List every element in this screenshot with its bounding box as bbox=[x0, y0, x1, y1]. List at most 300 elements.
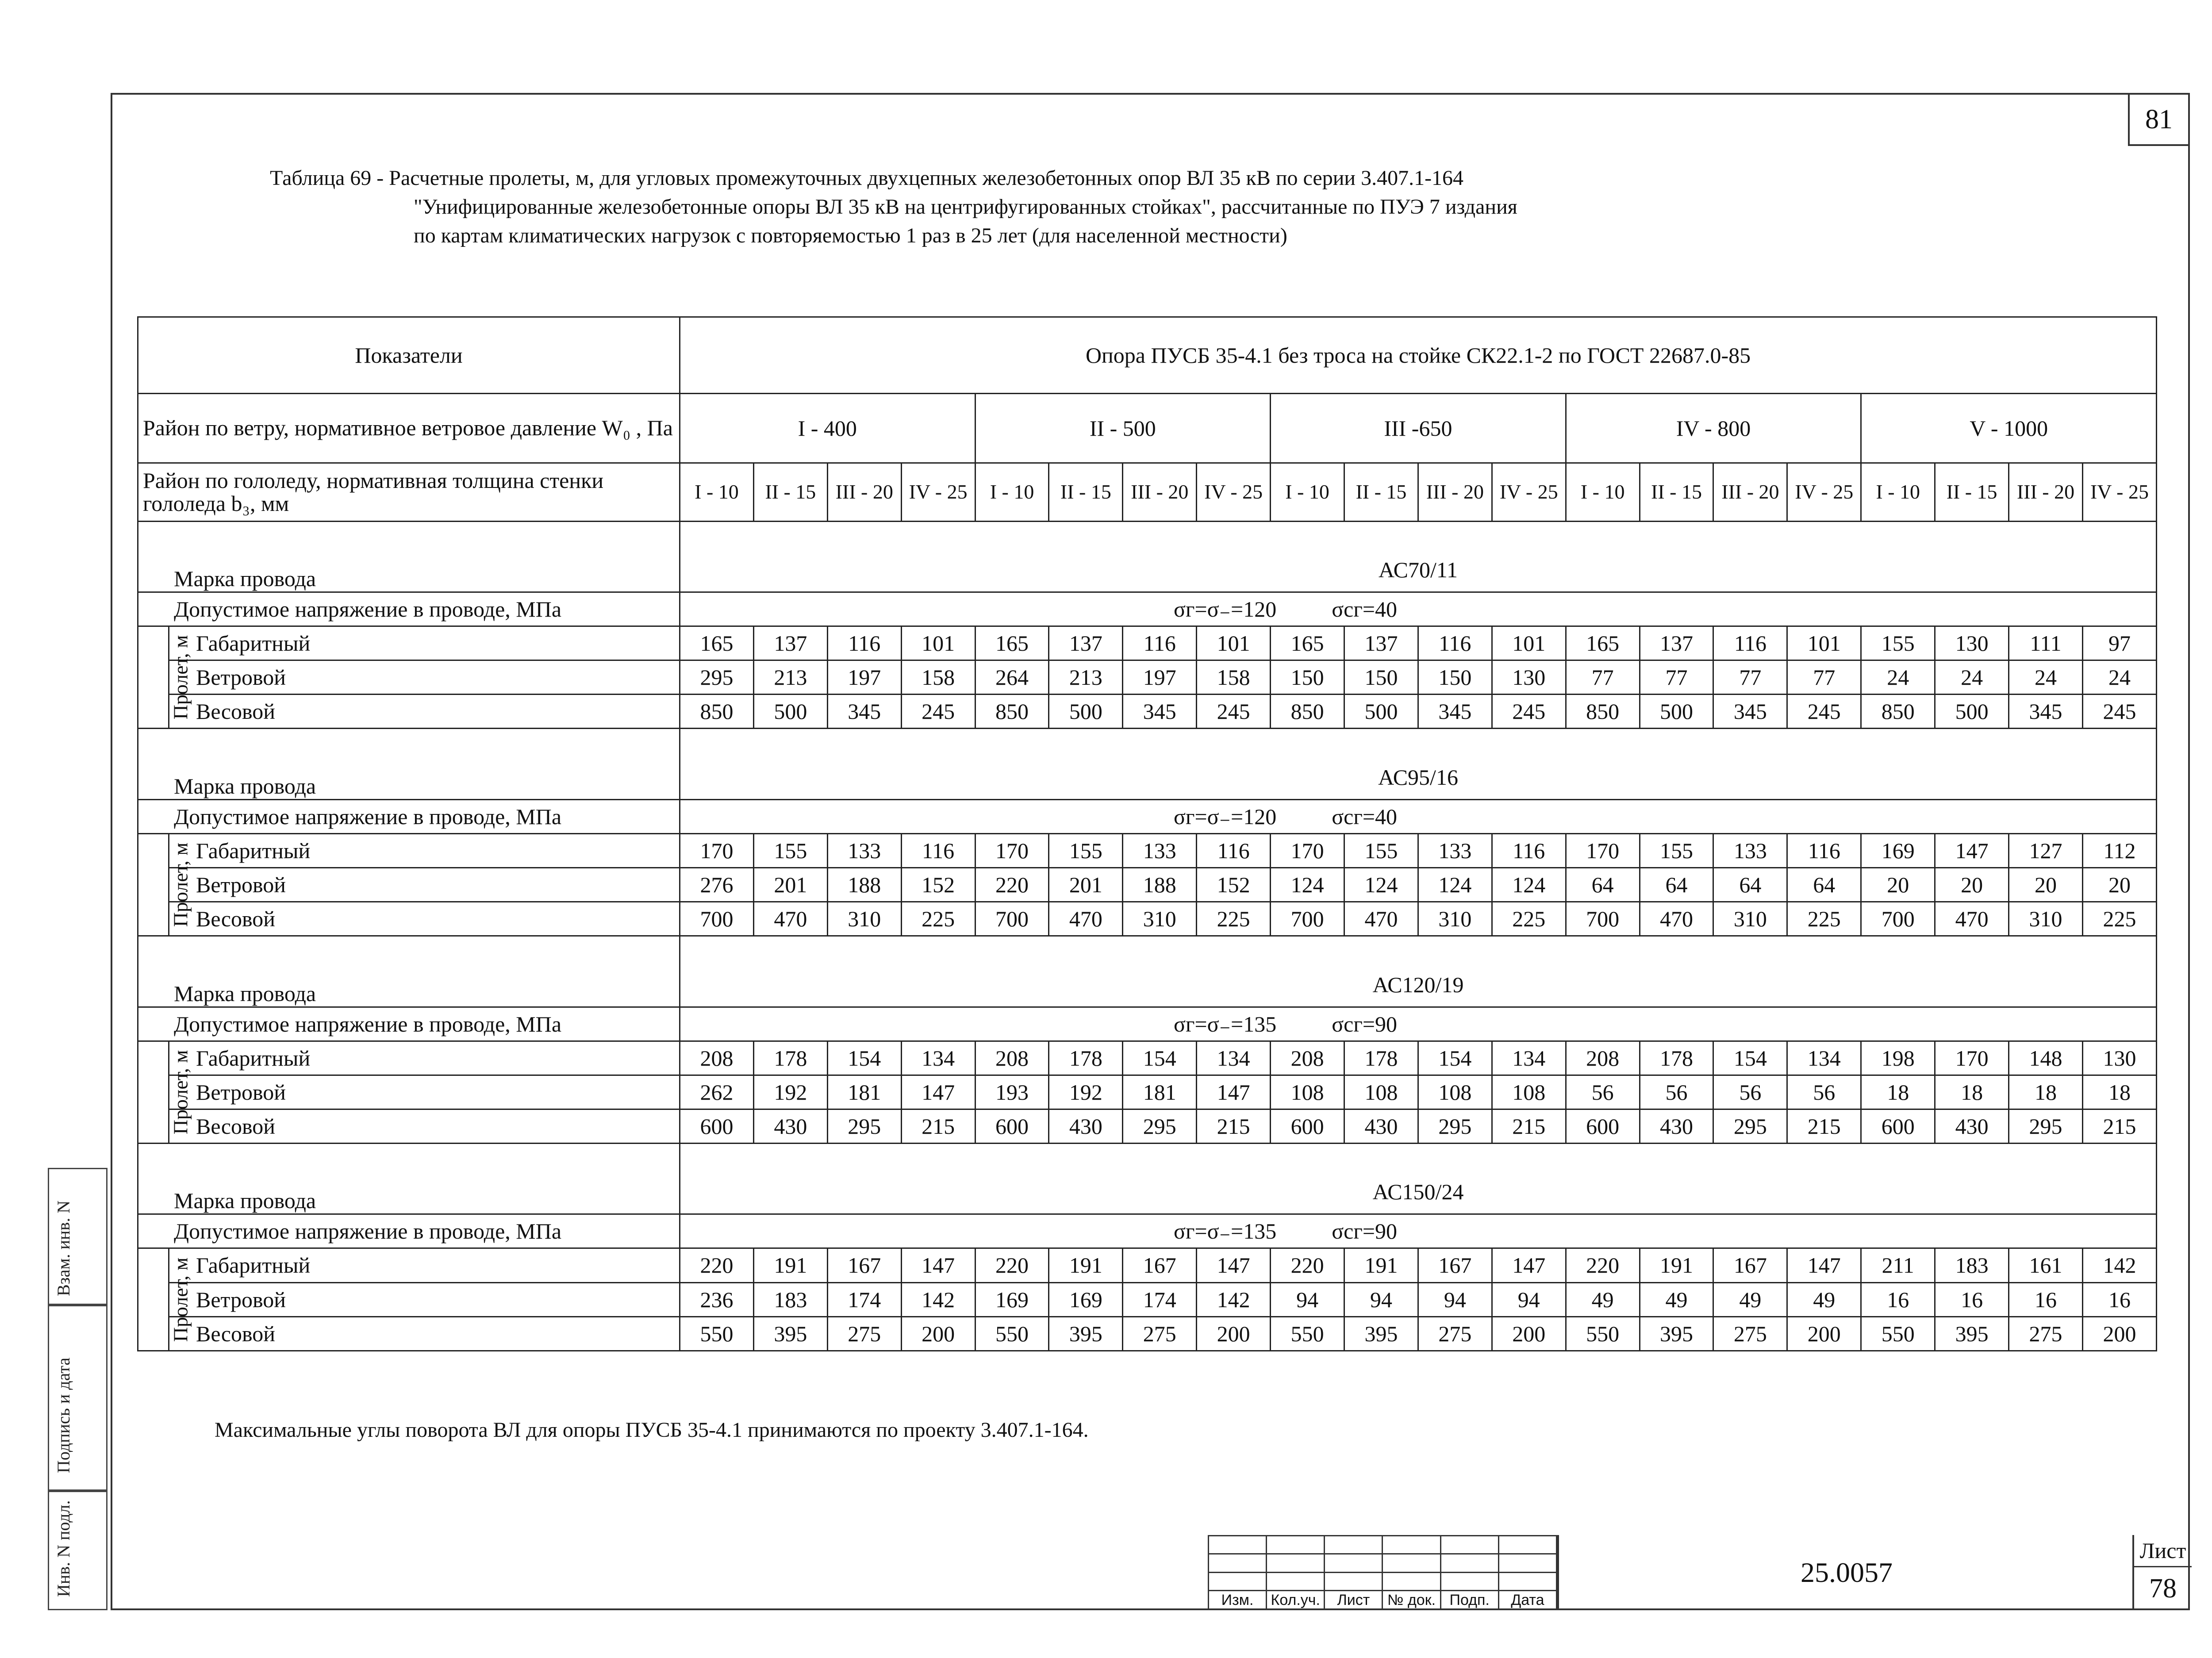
span-value-cell: 430 bbox=[1640, 1109, 1713, 1143]
span-value-cell: 198 bbox=[1861, 1041, 1935, 1075]
span-value-cell: 345 bbox=[827, 695, 901, 729]
stress-value: σг=σ₋=120 σсг=40 bbox=[680, 799, 2157, 833]
span-value-cell: 18 bbox=[1861, 1075, 1935, 1109]
span-value-cell: 130 bbox=[1492, 660, 1566, 695]
span-value-cell: 191 bbox=[1344, 1248, 1418, 1282]
span-value-cell: 345 bbox=[1418, 695, 1492, 729]
span-value-cell: 215 bbox=[1197, 1109, 1271, 1143]
sheet-label: Лист bbox=[2134, 1535, 2192, 1567]
span-value-cell: 345 bbox=[1713, 695, 1787, 729]
span-value-cell: 225 bbox=[1197, 902, 1271, 936]
ice-region-cell: III - 20 bbox=[827, 463, 901, 521]
span-value-cell: 850 bbox=[1861, 695, 1935, 729]
span-value-cell: 116 bbox=[1197, 833, 1271, 867]
span-value-cell: 64 bbox=[1787, 868, 1861, 902]
span-value-cell: 470 bbox=[1640, 902, 1713, 936]
span-value-cell: 154 bbox=[1123, 1041, 1197, 1075]
span-value-cell: 24 bbox=[1935, 660, 2009, 695]
span-value-cell: 550 bbox=[1271, 1316, 1344, 1351]
span-value-cell: 94 bbox=[1344, 1282, 1418, 1316]
span-value-cell: 600 bbox=[1566, 1109, 1640, 1143]
span-value-cell: 178 bbox=[1640, 1041, 1713, 1075]
span-value-cell: 600 bbox=[1271, 1109, 1344, 1143]
span-value-cell: 395 bbox=[1640, 1316, 1713, 1351]
span-value-cell: 213 bbox=[753, 660, 827, 695]
span-value-cell: 200 bbox=[1787, 1316, 1861, 1351]
span-value-cell: 147 bbox=[1492, 1248, 1566, 1282]
span-value-cell: 133 bbox=[1713, 833, 1787, 867]
span-value-cell: 850 bbox=[1271, 695, 1344, 729]
span-value-cell: 345 bbox=[1123, 695, 1197, 729]
span-value-cell: 310 bbox=[2009, 902, 2083, 936]
span-value-cell: 124 bbox=[1492, 868, 1566, 902]
span-value-cell: 77 bbox=[1787, 660, 1861, 695]
span-value-cell: 600 bbox=[975, 1109, 1049, 1143]
span-value-cell: 550 bbox=[680, 1316, 754, 1351]
ice-region-cell: II - 15 bbox=[1344, 463, 1418, 521]
span-value-cell: 215 bbox=[1787, 1109, 1861, 1143]
span-row bbox=[138, 1109, 2157, 1143]
span-value-cell: 215 bbox=[901, 1109, 975, 1143]
page-number: 81 bbox=[2128, 93, 2190, 146]
span-value-cell: 161 bbox=[2009, 1248, 2083, 1282]
span-value-cell: 215 bbox=[2082, 1109, 2156, 1143]
span-value-cell: 550 bbox=[1566, 1316, 1640, 1351]
span-value-cell: 174 bbox=[1123, 1282, 1197, 1316]
span-value-cell: 208 bbox=[1271, 1041, 1344, 1075]
span-row bbox=[138, 868, 2157, 902]
span-value-cell: 275 bbox=[1418, 1316, 1492, 1351]
table-title-line-2: "Унифицированные железобетонные опоры ВЛ 35 кВ на центрифугированных стойках", рассчитанные по ПУЭ 7 издания bbox=[414, 195, 1517, 219]
span-value-cell: 152 bbox=[1197, 868, 1271, 902]
span-row bbox=[138, 626, 2157, 660]
span-value-cell: 170 bbox=[975, 833, 1049, 867]
span-type-label: Весовой bbox=[169, 695, 680, 729]
span-value-cell: 154 bbox=[827, 1041, 901, 1075]
span-value-cell: 20 bbox=[1935, 868, 2009, 902]
stress-row bbox=[138, 799, 2157, 833]
header-indicators: Показатели bbox=[138, 317, 680, 394]
span-value-cell: 20 bbox=[2082, 868, 2156, 902]
ice-region-cell: III - 20 bbox=[1418, 463, 1492, 521]
span-value-cell: 167 bbox=[1123, 1248, 1197, 1282]
span-value-cell: 134 bbox=[1197, 1041, 1271, 1075]
span-row bbox=[138, 902, 2157, 936]
span-value-cell: 700 bbox=[1861, 902, 1935, 936]
span-value-cell: 275 bbox=[2009, 1316, 2083, 1351]
span-value-cell: 600 bbox=[1861, 1109, 1935, 1143]
span-value-cell: 310 bbox=[827, 902, 901, 936]
side-stamp-signature-label: Подпись и дата bbox=[54, 1357, 73, 1473]
span-value-cell: 165 bbox=[975, 626, 1049, 660]
span-value-cell: 178 bbox=[1049, 1041, 1123, 1075]
side-stamp-replace-label: Взам. инв. N bbox=[54, 1200, 73, 1296]
span-value-cell: 208 bbox=[1566, 1041, 1640, 1075]
span-value-cell: 116 bbox=[1713, 626, 1787, 660]
span-value-cell: 116 bbox=[1123, 626, 1197, 660]
span-value-cell: 155 bbox=[1640, 833, 1713, 867]
span-value-cell: 147 bbox=[1787, 1248, 1861, 1282]
span-value-cell: 170 bbox=[680, 833, 754, 867]
span-value-cell: 16 bbox=[1935, 1282, 2009, 1316]
table-title-line-1: Таблица 69 - Расчетные пролеты, м, для угловых промежуточных двухцепных железобетонных опор ВЛ 35 кВ по серии 3.407.1-164 bbox=[270, 166, 1464, 190]
span-value-cell: 111 bbox=[2009, 626, 2083, 660]
stress-row bbox=[138, 592, 2157, 626]
span-value-cell: 158 bbox=[901, 660, 975, 695]
span-value-cell: 169 bbox=[975, 1282, 1049, 1316]
span-value-cell: 150 bbox=[1418, 660, 1492, 695]
span-value-cell: 20 bbox=[1861, 868, 1935, 902]
span-value-cell: 430 bbox=[1344, 1109, 1418, 1143]
stamp-header-doc: № док. bbox=[1382, 1591, 1440, 1610]
wire-mark-row bbox=[138, 936, 2157, 1007]
span-value-cell: 165 bbox=[1271, 626, 1344, 660]
ice-region-cell: IV - 25 bbox=[901, 463, 975, 521]
span-type-label: Ветровой bbox=[169, 868, 680, 902]
span-value-cell: 134 bbox=[1492, 1041, 1566, 1075]
span-group-text: Пролет, м bbox=[169, 1257, 192, 1342]
span-value-cell: 470 bbox=[753, 902, 827, 936]
stamp-header-sign: Подп. bbox=[1440, 1591, 1498, 1610]
wire-mark-value: АС95/16 bbox=[680, 729, 2157, 799]
span-value-cell: 197 bbox=[827, 660, 901, 695]
span-value-cell: 134 bbox=[1787, 1041, 1861, 1075]
span-row bbox=[138, 833, 2157, 867]
span-value-cell: 101 bbox=[1197, 626, 1271, 660]
span-value-cell: 64 bbox=[1566, 868, 1640, 902]
ice-region-cell: II - 15 bbox=[1935, 463, 2009, 521]
span-table bbox=[137, 316, 2157, 1351]
span-type-label: Ветровой bbox=[169, 1282, 680, 1316]
span-value-cell: 77 bbox=[1566, 660, 1640, 695]
ice-region-cell: I - 10 bbox=[680, 463, 754, 521]
span-value-cell: 550 bbox=[975, 1316, 1049, 1351]
span-value-cell: 56 bbox=[1787, 1075, 1861, 1109]
wire-mark-value: АС120/19 bbox=[680, 936, 2157, 1007]
span-value-cell: 245 bbox=[1492, 695, 1566, 729]
span-value-cell: 169 bbox=[1861, 833, 1935, 867]
span-value-cell: 220 bbox=[975, 868, 1049, 902]
span-value-cell: 137 bbox=[1344, 626, 1418, 660]
stamp-header-change: Изм. bbox=[1209, 1591, 1267, 1610]
span-value-cell: 470 bbox=[1344, 902, 1418, 936]
span-type-label: Весовой bbox=[169, 1109, 680, 1143]
span-value-cell: 142 bbox=[1197, 1282, 1271, 1316]
span-value-cell: 500 bbox=[1935, 695, 2009, 729]
span-value-cell: 77 bbox=[1713, 660, 1787, 695]
span-value-cell: 192 bbox=[1049, 1075, 1123, 1109]
span-value-cell: 430 bbox=[753, 1109, 827, 1143]
span-value-cell: 181 bbox=[827, 1075, 901, 1109]
ice-region-cell: I - 10 bbox=[975, 463, 1049, 521]
span-type-label: Весовой bbox=[169, 1316, 680, 1351]
span-value-cell: 470 bbox=[1049, 902, 1123, 936]
span-value-cell: 550 bbox=[1861, 1316, 1935, 1351]
span-value-cell: 310 bbox=[1418, 902, 1492, 936]
sheet-number: 78 bbox=[2149, 1574, 2177, 1604]
wire-mark-row bbox=[138, 1143, 2157, 1214]
span-value-cell: 700 bbox=[680, 902, 754, 936]
span-value-cell: 147 bbox=[1197, 1248, 1271, 1282]
ice-region-cell: I - 10 bbox=[1861, 463, 1935, 521]
span-value-cell: 245 bbox=[901, 695, 975, 729]
ice-region-row bbox=[138, 463, 2157, 521]
span-value-cell: 137 bbox=[1049, 626, 1123, 660]
span-row bbox=[138, 695, 2157, 729]
stress-label: Допустимое напряжение в проводе, МПа bbox=[138, 592, 680, 626]
span-type-label: Весовой bbox=[169, 902, 680, 936]
span-value-cell: 200 bbox=[901, 1316, 975, 1351]
wire-mark-value: АС70/11 bbox=[680, 521, 2157, 592]
span-value-cell: 94 bbox=[1492, 1282, 1566, 1316]
span-value-cell: 500 bbox=[1344, 695, 1418, 729]
stress-row bbox=[138, 1007, 2157, 1041]
span-value-cell: 116 bbox=[901, 833, 975, 867]
span-value-cell: 211 bbox=[1861, 1248, 1935, 1282]
span-value-cell: 192 bbox=[753, 1075, 827, 1109]
span-value-cell: 18 bbox=[2082, 1075, 2156, 1109]
span-value-cell: 116 bbox=[1787, 833, 1861, 867]
span-group-label bbox=[138, 1041, 192, 1143]
span-value-cell: 193 bbox=[975, 1075, 1049, 1109]
span-value-cell: 94 bbox=[1418, 1282, 1492, 1316]
span-value-cell: 850 bbox=[680, 695, 754, 729]
span-value-cell: 197 bbox=[1123, 660, 1197, 695]
span-value-cell: 154 bbox=[1713, 1041, 1787, 1075]
ice-region-label: Район по гололеду, нормативная толщина стенки гололеда b₃, мм bbox=[138, 463, 680, 521]
wire-mark-label: Марка провода bbox=[138, 729, 680, 799]
span-value-cell: 181 bbox=[1123, 1075, 1197, 1109]
span-value-cell: 16 bbox=[2009, 1282, 2083, 1316]
span-value-cell: 18 bbox=[2009, 1075, 2083, 1109]
wind-region-4: IV - 800 bbox=[1566, 393, 1861, 463]
span-value-cell: 295 bbox=[1713, 1109, 1787, 1143]
wire-mark-row bbox=[138, 729, 2157, 799]
span-value-cell: 170 bbox=[1271, 833, 1344, 867]
wire-mark-label: Марка провода bbox=[138, 521, 680, 592]
span-value-cell: 148 bbox=[2009, 1041, 2083, 1075]
span-value-cell: 49 bbox=[1640, 1282, 1713, 1316]
span-value-cell: 430 bbox=[1049, 1109, 1123, 1143]
stress-value: σг=σ₋=120 σсг=40 bbox=[680, 592, 2157, 626]
span-row bbox=[138, 1041, 2157, 1075]
span-value-cell: 191 bbox=[753, 1248, 827, 1282]
span-value-cell: 295 bbox=[680, 660, 754, 695]
span-value-cell: 169 bbox=[1049, 1282, 1123, 1316]
stress-label: Допустимое напряжение в проводе, МПа bbox=[138, 799, 680, 833]
span-value-cell: 167 bbox=[1713, 1248, 1787, 1282]
span-value-cell: 183 bbox=[1935, 1248, 2009, 1282]
span-value-cell: 200 bbox=[1492, 1316, 1566, 1351]
span-value-cell: 225 bbox=[1492, 902, 1566, 936]
span-value-cell: 24 bbox=[1861, 660, 1935, 695]
stamp-header-sheet: Лист bbox=[1325, 1591, 1382, 1610]
span-value-cell: 220 bbox=[1566, 1248, 1640, 1282]
span-value-cell: 147 bbox=[901, 1075, 975, 1109]
span-value-cell: 470 bbox=[1935, 902, 2009, 936]
stress-row bbox=[138, 1214, 2157, 1248]
stamp-header-date: Дата bbox=[1498, 1591, 1556, 1610]
span-value-cell: 165 bbox=[1566, 626, 1640, 660]
span-value-cell: 158 bbox=[1197, 660, 1271, 695]
wind-region-3: III -650 bbox=[1271, 393, 1566, 463]
span-value-cell: 124 bbox=[1344, 868, 1418, 902]
ice-region-cell: IV - 25 bbox=[1197, 463, 1271, 521]
wind-region-2: II - 500 bbox=[975, 393, 1271, 463]
span-value-cell: 183 bbox=[753, 1282, 827, 1316]
span-value-cell: 200 bbox=[2082, 1316, 2156, 1351]
footnote: Максимальные углы поворота ВЛ для опоры ПУСБ 35-4.1 принимаются по проекту 3.407.1-164. bbox=[215, 1418, 1089, 1442]
span-value-cell: 275 bbox=[1123, 1316, 1197, 1351]
span-value-cell: 49 bbox=[1566, 1282, 1640, 1316]
ice-region-cell: II - 15 bbox=[753, 463, 827, 521]
span-value-cell: 49 bbox=[1787, 1282, 1861, 1316]
span-value-cell: 56 bbox=[1566, 1075, 1640, 1109]
span-value-cell: 500 bbox=[1049, 695, 1123, 729]
span-value-cell: 16 bbox=[2082, 1282, 2156, 1316]
span-value-cell: 24 bbox=[2009, 660, 2083, 695]
span-value-cell: 245 bbox=[1787, 695, 1861, 729]
span-group-label bbox=[138, 1248, 192, 1351]
span-group-text: Пролет, м bbox=[169, 635, 192, 720]
span-value-cell: 20 bbox=[2009, 868, 2083, 902]
sheet-box bbox=[2132, 1535, 2192, 1610]
ice-region-cell: I - 10 bbox=[1271, 463, 1344, 521]
span-value-cell: 147 bbox=[1935, 833, 2009, 867]
ice-region-cell: II - 15 bbox=[1640, 463, 1713, 521]
span-type-label: Габаритный bbox=[169, 833, 680, 867]
span-value-cell: 101 bbox=[1492, 626, 1566, 660]
span-value-cell: 500 bbox=[753, 695, 827, 729]
span-value-cell: 500 bbox=[1640, 695, 1713, 729]
span-value-cell: 101 bbox=[901, 626, 975, 660]
span-value-cell: 133 bbox=[827, 833, 901, 867]
span-type-label: Габаритный bbox=[169, 1041, 680, 1075]
span-value-cell: 147 bbox=[1197, 1075, 1271, 1109]
span-value-cell: 178 bbox=[1344, 1041, 1418, 1075]
span-value-cell: 188 bbox=[827, 868, 901, 902]
span-value-cell: 64 bbox=[1713, 868, 1787, 902]
span-value-cell: 208 bbox=[975, 1041, 1049, 1075]
span-value-cell: 155 bbox=[1049, 833, 1123, 867]
span-value-cell: 108 bbox=[1492, 1075, 1566, 1109]
span-type-label: Ветровой bbox=[169, 660, 680, 695]
ice-region-cell: IV - 25 bbox=[1492, 463, 1566, 521]
span-value-cell: 77 bbox=[1640, 660, 1713, 695]
span-value-cell: 133 bbox=[1418, 833, 1492, 867]
span-value-cell: 700 bbox=[1271, 902, 1344, 936]
wind-region-5: V - 1000 bbox=[1861, 393, 2157, 463]
span-value-cell: 395 bbox=[1049, 1316, 1123, 1351]
ice-region-cell: IV - 25 bbox=[2082, 463, 2156, 521]
span-value-cell: 245 bbox=[2082, 695, 2156, 729]
span-value-cell: 191 bbox=[1049, 1248, 1123, 1282]
span-value-cell: 112 bbox=[2082, 833, 2156, 867]
span-value-cell: 116 bbox=[1492, 833, 1566, 867]
span-value-cell: 116 bbox=[827, 626, 901, 660]
wind-region-row bbox=[138, 393, 2157, 463]
span-type-label: Ветровой bbox=[169, 1075, 680, 1109]
span-value-cell: 147 bbox=[901, 1248, 975, 1282]
span-value-cell: 215 bbox=[1492, 1109, 1566, 1143]
span-value-cell: 174 bbox=[827, 1282, 901, 1316]
ice-region-cell: II - 15 bbox=[1049, 463, 1123, 521]
span-value-cell: 345 bbox=[2009, 695, 2083, 729]
span-value-cell: 155 bbox=[753, 833, 827, 867]
span-value-cell: 245 bbox=[1197, 695, 1271, 729]
header-support-type: Опора ПУСБ 35-4.1 без троса на стойке СК22.1-2 по ГОСТ 22687.0-85 bbox=[680, 317, 2157, 394]
span-value-cell: 220 bbox=[680, 1248, 754, 1282]
table-header-row bbox=[138, 317, 2157, 394]
document-code: 25.0057 bbox=[1557, 1535, 2134, 1610]
span-group-text: Пролет, м bbox=[169, 842, 192, 927]
span-value-cell: 142 bbox=[901, 1282, 975, 1316]
span-value-cell: 430 bbox=[1935, 1109, 2009, 1143]
span-value-cell: 275 bbox=[1713, 1316, 1787, 1351]
span-value-cell: 137 bbox=[753, 626, 827, 660]
span-value-cell: 395 bbox=[1344, 1316, 1418, 1351]
span-value-cell: 178 bbox=[753, 1041, 827, 1075]
stamp-header-count: Кол.уч. bbox=[1267, 1591, 1325, 1610]
span-value-cell: 130 bbox=[1935, 626, 2009, 660]
span-type-label: Габаритный bbox=[169, 626, 680, 660]
span-value-cell: 200 bbox=[1197, 1316, 1271, 1351]
span-value-cell: 16 bbox=[1861, 1282, 1935, 1316]
span-type-label: Габаритный bbox=[169, 1248, 680, 1282]
span-value-cell: 150 bbox=[1271, 660, 1344, 695]
span-group-label bbox=[138, 626, 192, 729]
revision-grid bbox=[1208, 1535, 1557, 1610]
span-value-cell: 108 bbox=[1418, 1075, 1492, 1109]
span-value-cell: 295 bbox=[1123, 1109, 1197, 1143]
span-value-cell: 108 bbox=[1271, 1075, 1344, 1109]
span-value-cell: 295 bbox=[827, 1109, 901, 1143]
span-value-cell: 167 bbox=[827, 1248, 901, 1282]
span-value-cell: 295 bbox=[1418, 1109, 1492, 1143]
span-value-cell: 108 bbox=[1344, 1075, 1418, 1109]
span-value-cell: 64 bbox=[1640, 868, 1713, 902]
span-value-cell: 167 bbox=[1418, 1248, 1492, 1282]
wire-mark-label: Марка провода bbox=[138, 1143, 680, 1214]
span-value-cell: 275 bbox=[827, 1316, 901, 1351]
span-value-cell: 236 bbox=[680, 1282, 754, 1316]
span-value-cell: 127 bbox=[2009, 833, 2083, 867]
wind-region-label: Район по ветру, нормативное ветровое давление W₀ , Па bbox=[138, 393, 680, 463]
span-value-cell: 97 bbox=[2082, 626, 2156, 660]
ice-region-cell: III - 20 bbox=[2009, 463, 2083, 521]
span-value-cell: 101 bbox=[1787, 626, 1861, 660]
span-value-cell: 262 bbox=[680, 1075, 754, 1109]
span-row bbox=[138, 1248, 2157, 1282]
span-value-cell: 56 bbox=[1713, 1075, 1787, 1109]
table-title-line-3: по картам климатических нагрузок с повторяемостью 1 раз в 25 лет (для населенной местности) bbox=[414, 224, 1287, 247]
span-value-cell: 201 bbox=[753, 868, 827, 902]
span-value-cell: 225 bbox=[2082, 902, 2156, 936]
span-value-cell: 154 bbox=[1418, 1041, 1492, 1075]
span-value-cell: 137 bbox=[1640, 626, 1713, 660]
span-value-cell: 310 bbox=[1123, 902, 1197, 936]
span-value-cell: 124 bbox=[1271, 868, 1344, 902]
span-value-cell: 310 bbox=[1713, 902, 1787, 936]
span-value-cell: 188 bbox=[1123, 868, 1197, 902]
span-value-cell: 165 bbox=[680, 626, 754, 660]
span-value-cell: 850 bbox=[1566, 695, 1640, 729]
span-row bbox=[138, 1075, 2157, 1109]
span-row bbox=[138, 1316, 2157, 1351]
span-value-cell: 600 bbox=[680, 1109, 754, 1143]
span-value-cell: 395 bbox=[1935, 1316, 2009, 1351]
span-value-cell: 152 bbox=[901, 868, 975, 902]
